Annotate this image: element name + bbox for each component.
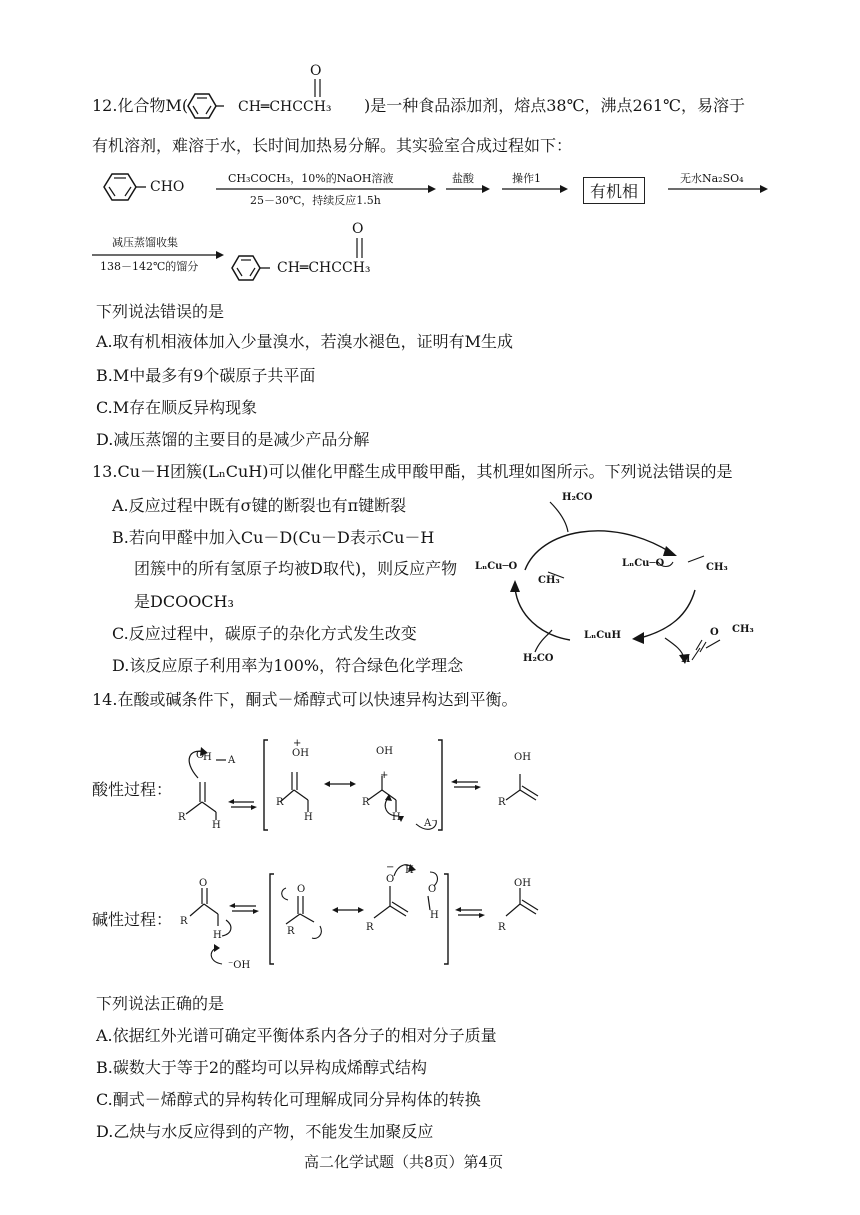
- q14-option-d: D.乙炔与水反应得到的产物，不能发生加聚反应: [96, 1122, 434, 1141]
- reaction-arrow-2: [446, 184, 490, 194]
- base-enol-oh: OH: [514, 878, 531, 889]
- acid-ketone-o: O: [196, 750, 205, 761]
- cycle-top-h2co: H₂CO: [562, 492, 593, 503]
- acid-ha-h: H: [203, 752, 212, 763]
- acid-int2-oh: OH: [376, 746, 393, 757]
- base-water-o: O: [428, 884, 437, 895]
- q12-cond5-bottom: 138－142℃的馏分: [100, 260, 199, 273]
- product-benzene-ring-icon: [226, 250, 274, 286]
- acid-int1-r: R: [276, 797, 284, 808]
- acid-plus-sign-1: +: [293, 738, 302, 749]
- q13-option-b-line1: B.若向甲醛中加入Cu－D(Cu－D表示Cu－H: [112, 528, 435, 547]
- acid-enol-r: R: [498, 797, 506, 808]
- cycle-bottom-h2co: H₂CO: [523, 653, 554, 664]
- q12-cond4: 无水Na₂SO₄: [680, 172, 744, 185]
- q12-cond5-top: 减压蒸馏收集: [112, 236, 178, 249]
- benzaldehyde-ring-icon: [98, 167, 146, 207]
- cycle-left-species: LₙCu─O: [475, 561, 518, 572]
- cycle-product-h: H: [681, 654, 691, 665]
- q13-option-b-line3: 是DCOOCH₃: [134, 592, 234, 611]
- reaction-arrow-1: [216, 184, 436, 194]
- acid-int2-r: R: [362, 797, 370, 808]
- carbonyl-double-bond: [312, 79, 324, 99]
- base-enolate2-o: O: [386, 874, 395, 885]
- q12-product-chain: CH═CHCCH₃: [277, 260, 371, 276]
- page-footer: 高二化学试题（共8页）第4页: [304, 1153, 504, 1171]
- product-carbonyl-bond: [354, 238, 366, 260]
- base-enolate-o: O: [297, 884, 306, 895]
- cycle-bottom-lncuh: LₙCuH: [584, 630, 621, 641]
- q13-option-c: C.反应过程中，碳原子的杂化方式发生改变: [112, 624, 417, 643]
- q12-question: 下列说法错误的是: [96, 302, 225, 321]
- q12-organic-phase-box: 有机相: [583, 177, 645, 204]
- q13-option-d: D.该反应原子利用率为100%，符合绿色化学理念: [112, 656, 464, 675]
- q13-option-a: A.反应过程中既有σ键的断裂也有π键断裂: [112, 496, 407, 515]
- q14-option-c: C.酮式－烯醇式的异构转化可理解成同分异构体的转换: [96, 1090, 481, 1109]
- q12-cond1-bottom: 25－30℃，持续反应1.5h: [250, 194, 381, 207]
- reaction-arrow-5: [92, 250, 224, 260]
- base-enol-r: R: [498, 922, 506, 933]
- q12-m-oxygen: O: [310, 63, 322, 79]
- acid-ketone-r: R: [178, 812, 186, 823]
- q12-cond3: 操作1: [512, 172, 541, 185]
- acid-int2-h: H: [392, 812, 401, 823]
- catalytic-cycle-diagram: [470, 490, 770, 680]
- q14-option-b: B.碳数大于等于2的醛均可以异构成烯醇式结构: [96, 1058, 428, 1077]
- acid-int1-h: H: [304, 812, 313, 823]
- acid-ketone-h: H: [212, 820, 221, 831]
- q14-option-a: A.依据红外光谱可确定平衡体系内各分子的相对分子质量: [96, 1026, 497, 1045]
- q12-option-a: A.取有机相液体加入少量溴水，若溴水褪色，证明有M生成: [96, 332, 514, 351]
- cycle-right-species: LₙCu─O: [622, 558, 665, 569]
- q14-question: 下列说法正确的是: [96, 994, 225, 1013]
- q12-cond1-top: CH₃COCH₃，10%的NaOH溶液: [228, 172, 394, 185]
- cycle-left-ch3: CH₃: [538, 575, 560, 586]
- cycle-product-ch3: CH₃: [732, 624, 754, 635]
- q12-prefix: 12.化合物M(: [92, 96, 189, 115]
- base-water-h: H: [405, 865, 414, 876]
- base-ketone-r: R: [180, 916, 188, 927]
- acid-ha-a: A: [228, 755, 236, 766]
- q14-stem: 14.在酸或碱条件下，酮式－烯醇式可以快速异构达到平衡。: [92, 690, 518, 709]
- base-ketone-h: H: [213, 930, 222, 941]
- reaction-arrow-3: [502, 184, 568, 194]
- cycle-product-o: O: [710, 627, 719, 638]
- acid-plus-sign-2: +: [380, 770, 389, 781]
- acid-process-label: 酸性过程：: [92, 780, 173, 799]
- acid-a-minus: A⁻: [424, 818, 437, 829]
- q12-option-c: C.M存在顺反异构现象: [96, 398, 258, 417]
- base-water-h2: H: [430, 910, 439, 921]
- acid-mechanism-diagram: [168, 720, 568, 840]
- q12-start-cho: CHO: [150, 179, 185, 195]
- q12-stem-suffix: )是一种食品添加剂，熔点38℃，沸点261℃，易溶于: [364, 96, 745, 115]
- benzene-ring-icon: [180, 88, 224, 124]
- q12-m-chain: CH═CHCCH₃: [238, 99, 332, 115]
- reaction-arrow-4: [668, 184, 768, 194]
- q12-cond2: 盐酸: [452, 172, 474, 185]
- base-hydroxide: ⁻OH: [228, 960, 251, 971]
- q12-stem-line2: 有机溶剂，难溶于水，长时间加热易分解。其实验室合成过程如下：: [92, 136, 573, 155]
- base-enolate2-minus: −: [386, 862, 395, 873]
- acid-enol-oh: OH: [514, 752, 531, 763]
- q13-stem: 13.Cu－H团簇(LₙCuH)可以催化甲醛生成甲酸甲酯，其机理如图所示。下列说法错误的是: [92, 462, 733, 481]
- q12-option-b: B.M中最多有9个碳原子共平面: [96, 366, 316, 385]
- base-process-label: 碱性过程：: [92, 910, 173, 929]
- cycle-right-ch3: CH₃: [706, 562, 728, 573]
- base-enolate-r: R: [287, 926, 295, 937]
- q13-option-b-line2: 团簇中的所有氢原子均被D取代)，则反应产物: [134, 559, 458, 578]
- base-enolate2-r: R: [366, 922, 374, 933]
- base-ketone-o: O: [199, 878, 208, 889]
- acid-protonated-oh: OH: [292, 748, 309, 759]
- q12-product-oxygen: O: [352, 221, 364, 237]
- q12-option-d: D.减压蒸馏的主要目的是减少产品分解: [96, 430, 370, 449]
